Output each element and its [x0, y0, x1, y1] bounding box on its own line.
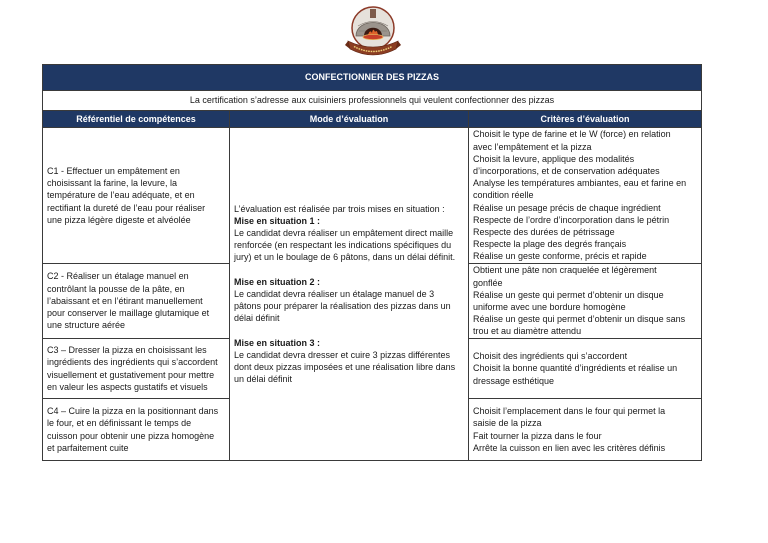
column-header-mode: Mode d’évaluation: [230, 111, 469, 128]
situation-label: Mise en situation 3 :: [234, 337, 321, 348]
criterion-item: Respecte de l’ordre d’incorporation dans le pétrin: [473, 214, 670, 225]
criteria-cell: [469, 399, 702, 461]
criterion-item: Fait tourner la pizza dans le four: [473, 430, 602, 441]
situation-text: Le candidat devra dresser et cuire 3 pizzas différentes dont deux pizzas imposées et une réalisation libre dans un délai définit: [234, 349, 456, 385]
criterion-item: Choisit la levure, applique des modalités d’incorporations, et de conservation adéquates: [473, 153, 660, 176]
criterion-item: Choisit la bonne quantité d’ingrédients et réalise un dressage esthétique: [473, 363, 678, 386]
competence-cell: [43, 128, 230, 264]
criterion-item: Respecte la plage des degrés français: [473, 239, 627, 250]
evaluation-mode-cell: [230, 128, 469, 461]
criterion-item: Obtient une pâte non craquelée et légèrement gonflée: [473, 265, 657, 288]
criterion-item: Choisit l’emplacement dans le four qui permet la saisie de la pizza: [473, 406, 666, 429]
pizza-oven-logo: [345, 4, 401, 58]
column-header-criteres: Critères d’évaluation: [469, 111, 702, 128]
criteria-cell: [469, 339, 702, 399]
column-header-row: [43, 111, 702, 128]
situation-3: [234, 337, 464, 386]
certification-intro: La certification s’adresse aux cuisiniers professionnels qui veulent confectionner des pizzas: [43, 91, 702, 111]
competence-cell: [43, 339, 230, 399]
criteria-cell: [469, 264, 702, 339]
criterion-item: Analyse les températures ambiantes, eau et farine en condition réelle: [473, 178, 687, 201]
criterion-item: Choisit des ingrédients qui s’accordent: [473, 351, 628, 362]
competence-text: C4 – Cuire la pizza en la positionnant dans le four, et en définissant le temps de cuisson pour obtenir une pizza homogène et parfaitement cuite: [47, 406, 219, 453]
criterion-item: Réalise un geste qui permet d’obtenir un disque uniforme avec une bordure homogène: [473, 289, 664, 312]
competency-row: [43, 128, 702, 264]
competence-text: C1 - Effectuer un empâtement en choisissant la farine, la levure, la température de l’eau adéquate, et en rectifiant la dureté de l’eau pour réaliser une pizza légère digeste et alvéolée: [47, 165, 206, 225]
situation-label: Mise en situation 2 :: [234, 276, 321, 287]
situation-text: Le candidat devra réaliser un étalage manuel de 3 pâtons pour préparer la réalisation des pizzas dans un délai définit: [234, 288, 451, 324]
situation-1: [234, 215, 464, 264]
criteria-cell: [469, 128, 702, 264]
evaluation-intro: L’évaluation est réalisée par trois mises en situation :: [234, 203, 445, 214]
column-header-referentiel: Référentiel de compétences: [43, 111, 230, 128]
criterion-item: Arrête la cuisson en lien avec les critères définis: [473, 442, 666, 453]
competence-text: C3 – Dresser la pizza en choisissant les ingrédients des ingrédients qui s’accordent visuellement et gustativement pour mettre en valeur les aspects gustatifs et visuels: [47, 345, 218, 392]
intro-row: [43, 91, 702, 111]
criterion-item: Réalise un pesage précis de chaque ingrédient: [473, 202, 661, 213]
competence-cell: [43, 399, 230, 461]
criterion-item: Choisit le type de farine et le W (force) en relation avec l’empâtement et la pizza: [473, 129, 671, 152]
competence-text: C2 - Réaliser un étalage manuel en contrôlant la pousse de la pâte, en l’abaissant et en l’étirant manuellement pour conserver le maillage glutamique et une structure aérée: [47, 271, 210, 331]
table-title: CONFECTIONNER DES PIZZAS: [43, 65, 702, 91]
criterion-item: Réalise un geste qui permet d’obtenir un disque sans trou et au diamètre attendu: [473, 314, 686, 337]
situation-text: Le candidat devra réaliser un empâtement direct maille renforcée (en respectant les indications spécifiques du jury) et un le boulage de 6 pâtons, dans un délai définit.: [234, 228, 456, 263]
competence-cell: [43, 264, 230, 339]
criterion-item: Respecte des durées de pétrissage: [473, 227, 615, 237]
criterion-item: Réalise un geste conforme, précis et rapide: [473, 251, 647, 262]
title-row: [43, 65, 702, 91]
situation-2: [234, 276, 464, 325]
competency-table: [42, 64, 702, 461]
logo-emblem: [345, 4, 401, 58]
situation-label: Mise en situation 1 :: [234, 215, 321, 226]
